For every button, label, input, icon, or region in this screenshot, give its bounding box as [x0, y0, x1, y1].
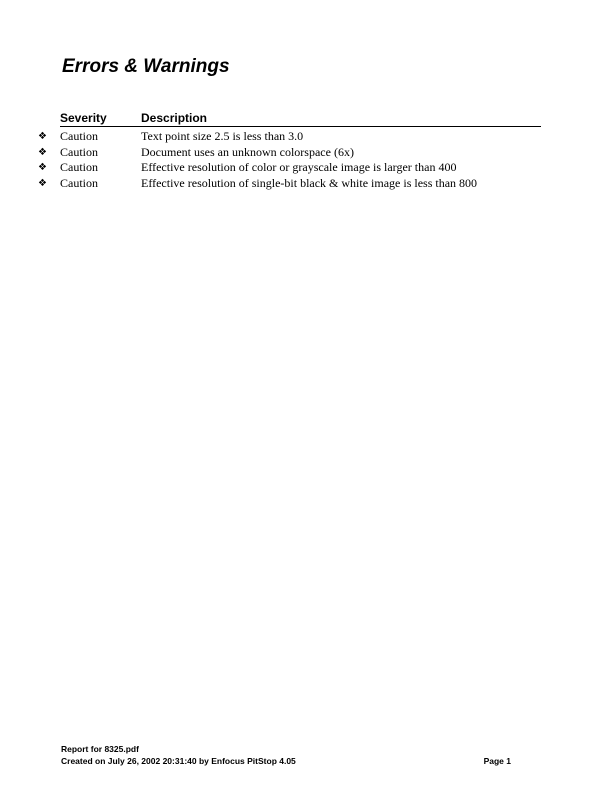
table-header [60, 111, 541, 127]
table-row [38, 129, 558, 145]
diamond-bullet-icon: ❖ [38, 131, 47, 142]
severity-cell: Caution [60, 144, 98, 159]
table-row [38, 145, 558, 161]
table-row [38, 160, 558, 176]
created-info: Created on July 26, 2002 20:31:40 by Enfocus PitStop 4.05 [61, 756, 296, 766]
page-title: Errors & Warnings [62, 56, 230, 77]
severity-column-header: Severity [60, 111, 107, 125]
description-cell: Effective resolution of color or grayscale image is larger than 400 [141, 160, 457, 174]
page-footer [61, 743, 511, 767]
diamond-bullet-icon: ❖ [38, 162, 47, 173]
description-cell: Text point size 2.5 is less than 3.0 [141, 129, 304, 143]
description-cell: Effective resolution of single-bit black & white image is less than 800 [141, 175, 478, 190]
diamond-bullet-icon: ❖ [38, 146, 47, 158]
description-cell: Document uses an unknown colorspace (6x) [141, 144, 354, 159]
severity-cell: Caution [60, 175, 98, 190]
report-filename: Report for 8325.pdf [61, 744, 139, 754]
issues-list [38, 129, 558, 191]
diamond-bullet-icon: ❖ [38, 177, 47, 189]
page-number: Page 1 [483, 756, 511, 766]
severity-cell: Caution [60, 160, 98, 174]
severity-cell: Caution [60, 129, 98, 143]
table-row [38, 176, 558, 192]
description-column-header: Description [141, 111, 208, 125]
